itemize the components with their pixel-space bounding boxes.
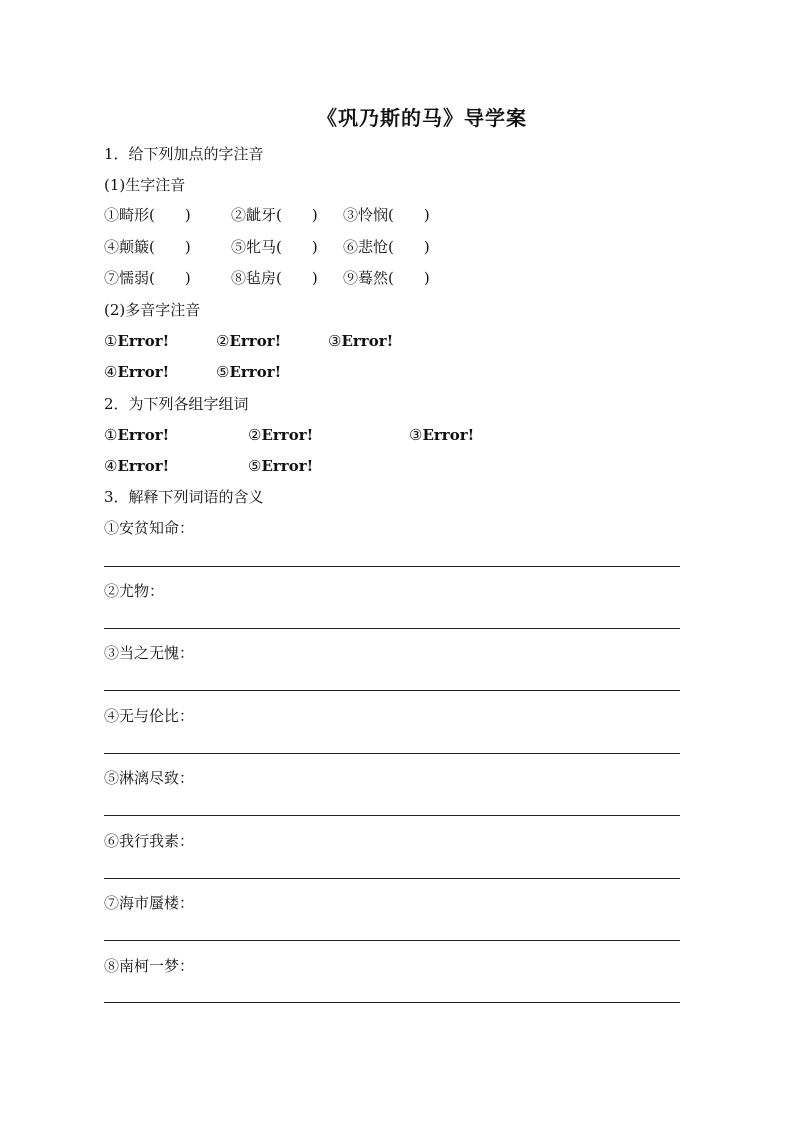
q1-sub2-heading: (2)多音字注音 [104, 301, 201, 319]
term-label: ①安贫知命： [104, 519, 195, 537]
item-number: ④ [104, 457, 118, 475]
error-text: Error! [117, 363, 170, 381]
item-number: ① [104, 332, 118, 350]
page-title: 《巩乃斯的马》导学案 [317, 106, 527, 130]
answer-line[interactable] [104, 628, 680, 629]
multi-item [104, 362, 169, 382]
pinyin-item: ⑤牝马( ) [231, 238, 318, 256]
term-label: ⑤淋漓尽致： [104, 769, 195, 787]
pinyin-item: ④颠簸( ) [104, 238, 191, 256]
term-label: ②尤物： [104, 582, 165, 600]
pinyin-item: ⑧毡房( ) [231, 269, 318, 287]
word-group-item [248, 425, 313, 445]
item-number: ② [216, 332, 230, 350]
term-label: ⑦海市蜃楼： [104, 894, 195, 912]
answer-line[interactable] [104, 940, 680, 941]
pinyin-item: ⑦懦弱( ) [104, 269, 191, 287]
word-group-item [409, 425, 474, 445]
answer-line[interactable] [104, 566, 680, 567]
error-text: Error! [261, 457, 314, 475]
multi-item [328, 331, 393, 351]
term-label: ⑧南柯一梦： [104, 957, 195, 975]
pinyin-item: ②龇牙( ) [231, 206, 318, 224]
pinyin-item: ③怜悯( ) [343, 206, 430, 224]
item-number: ⑤ [216, 363, 230, 381]
error-text: Error! [422, 426, 475, 444]
error-text: Error! [117, 332, 170, 350]
item-number: ④ [104, 363, 118, 381]
error-text: Error! [117, 457, 170, 475]
word-group-item [104, 425, 169, 445]
term-label: ④无与伦比： [104, 707, 195, 725]
q2-heading: 2．为下列各组字组词 [104, 395, 249, 413]
item-number: ③ [328, 332, 342, 350]
item-number: ⑤ [248, 457, 262, 475]
error-text: Error! [229, 363, 282, 381]
answer-line[interactable] [104, 878, 680, 879]
error-text: Error! [261, 426, 314, 444]
answer-line[interactable] [104, 1002, 680, 1003]
multi-item [216, 331, 281, 351]
word-group-item [248, 456, 313, 476]
pinyin-item: ⑨蓦然( ) [343, 269, 430, 287]
term-label: ⑥我行我素： [104, 832, 195, 850]
item-number: ③ [409, 426, 423, 444]
answer-line[interactable] [104, 815, 680, 816]
item-number: ① [104, 426, 118, 444]
multi-item [104, 331, 169, 351]
answer-line[interactable] [104, 690, 680, 691]
pinyin-item: ⑥悲怆( ) [343, 238, 430, 256]
q1-heading: 1．给下列加点的字注音 [104, 145, 264, 163]
q1-sub1-heading: (1)生字注音 [104, 176, 186, 194]
item-number: ② [248, 426, 262, 444]
error-text: Error! [341, 332, 394, 350]
pinyin-item: ①畸形( ) [104, 206, 191, 224]
answer-line[interactable] [104, 753, 680, 754]
error-text: Error! [229, 332, 282, 350]
term-label: ③当之无愧： [104, 644, 195, 662]
q3-heading: 3．解释下列词语的含义 [104, 488, 264, 506]
multi-item [216, 362, 281, 382]
error-text: Error! [117, 426, 170, 444]
word-group-item [104, 456, 169, 476]
